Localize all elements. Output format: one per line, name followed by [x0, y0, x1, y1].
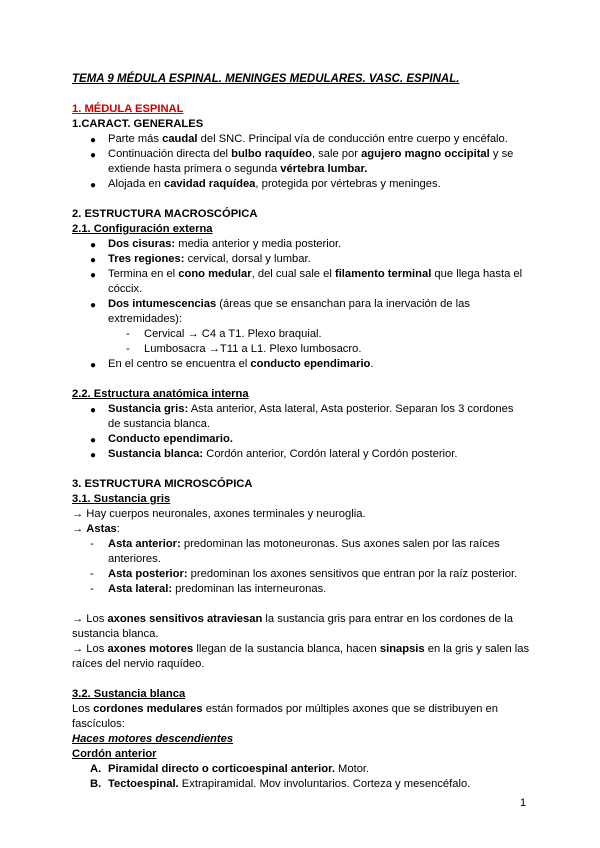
paragraph: → Astas:: [72, 523, 120, 535]
sub-list-item: Cervical → C4 a T1. Plexo braquial.: [144, 328, 322, 340]
list-marker-a: A.: [90, 763, 102, 775]
list-item: Parte más caudal del SNC. Principal vía de conducción entre cuerpo y encéfalo.: [108, 133, 508, 145]
bullet-icon: ●: [90, 135, 97, 146]
paragraph-continuation: fascículos:: [72, 718, 125, 730]
ordered-list-item: Piramidal directo o corticoespinal anterior. Motor.: [108, 763, 370, 775]
section-3-2-heading: 3.2. Sustancia blanca: [72, 688, 186, 700]
bullet-icon: ●: [90, 450, 97, 461]
bullet-icon: ●: [90, 405, 97, 416]
section-1-heading: 1. MÉDULA ESPINAL: [72, 103, 184, 115]
subheading-motor-tracts: Haces motores descendientes: [72, 733, 234, 745]
paragraph: Los cordones medulares están formados por múltiples axones que se distribuyen en: [72, 703, 498, 715]
dash-icon: -: [126, 328, 130, 340]
paragraph: → Hay cuerpos neuronales, axones terminales y neuroglia.: [72, 508, 366, 520]
bullet-icon: ●: [90, 180, 97, 191]
dash-icon: -: [126, 343, 130, 355]
dash-icon: -: [90, 568, 94, 580]
bullet-icon: ●: [90, 255, 97, 266]
list-item: Termina en el cono medular, del cual sale el filamento terminal que llega hasta el: [108, 268, 523, 280]
paragraph-continuation: raíces del nervio raquídeo.: [72, 658, 205, 670]
list-item: Continuación directa del bulbo raquídeo, sale por agujero magno occipital y se: [108, 148, 514, 160]
dash-icon: -: [90, 583, 94, 595]
bullet-icon: ●: [90, 270, 97, 281]
section-2-heading: 2. ESTRUCTURA MACROSCÓPICA: [72, 208, 258, 220]
ordered-list-item: Tectoespinal. Extrapiramidal. Mov involuntarios. Corteza y mesencéfalo.: [108, 778, 471, 790]
list-item-continuation: de sustancia blanca.: [108, 418, 210, 430]
paragraph: → Los axones sensitivos atraviesan la sustancia gris para entrar en los cordones de la: [72, 613, 513, 625]
list-item: Dos intumescencias (áreas que se ensanchan para la inervación de las: [108, 298, 470, 310]
section-1-1-heading: 1.CARACT. GENERALES: [72, 118, 204, 130]
list-item: Tres regiones: cervical, dorsal y lumbar.: [108, 253, 311, 265]
paragraph: → Los axones motores llegan de la sustancia blanca, hacen sinapsis en la gris y salen las: [72, 643, 530, 655]
list-item-continuation: extiende hasta primera o segunda vértebra lumbar.: [108, 163, 368, 175]
sub-list-item: Asta lateral: predominan las interneuronas.: [108, 583, 327, 595]
document-title: TEMA 9 MÉDULA ESPINAL. MENINGES MEDULARES. VASC. ESPINAL.: [72, 73, 460, 85]
list-item: Dos cisuras: media anterior y media posterior.: [108, 238, 342, 250]
sub-list-item: Lumbosacra →T11 a L1. Plexo lumbosacro.: [144, 343, 362, 355]
subheading-anterior-cord: Cordón anterior: [72, 748, 157, 760]
section-2-2-heading: 2.2. Estructura anatómica interna: [72, 388, 249, 400]
list-item: Conducto ependimario.: [108, 433, 233, 445]
list-item-continuation: cóccix.: [108, 283, 143, 295]
bullet-icon: ●: [90, 300, 97, 311]
dash-icon: -: [90, 538, 94, 550]
bullet-icon: ●: [90, 150, 97, 161]
sub-list-item: Asta anterior: predominan las motoneuronas. Sus axones salen por las raíces: [108, 538, 500, 550]
section-2-1-heading: 2.1. Configuración externa: [72, 223, 213, 235]
list-item: Alojada en cavidad raquídea, protegida por vértebras y meninges.: [108, 178, 441, 190]
list-item-continuation: extremidades):: [108, 313, 182, 325]
sub-list-item-continuation: anteriores.: [108, 553, 161, 565]
list-item: Sustancia gris: Asta anterior, Asta lateral, Asta posterior. Separan los 3 cordones: [108, 403, 514, 415]
bullet-icon: ●: [90, 435, 97, 446]
list-marker-b: B.: [90, 778, 102, 790]
list-item: Sustancia blanca: Cordón anterior, Cordón lateral y Cordón posterior.: [108, 448, 458, 460]
sub-list-item: Asta posterior: predominan los axones sensitivos que entran por la raíz posterior.: [108, 568, 518, 580]
list-item: En el centro se encuentra el conducto ependimario.: [108, 358, 374, 370]
bullet-icon: ●: [90, 360, 97, 371]
page-number: 1: [520, 797, 527, 809]
bullet-icon: ●: [90, 240, 97, 251]
section-3-1-heading: 3.1. Sustancia gris: [72, 493, 171, 505]
section-3-heading: 3. ESTRUCTURA MICROSCÓPICA: [72, 478, 253, 490]
paragraph-continuation: sustancia blanca.: [72, 628, 159, 640]
